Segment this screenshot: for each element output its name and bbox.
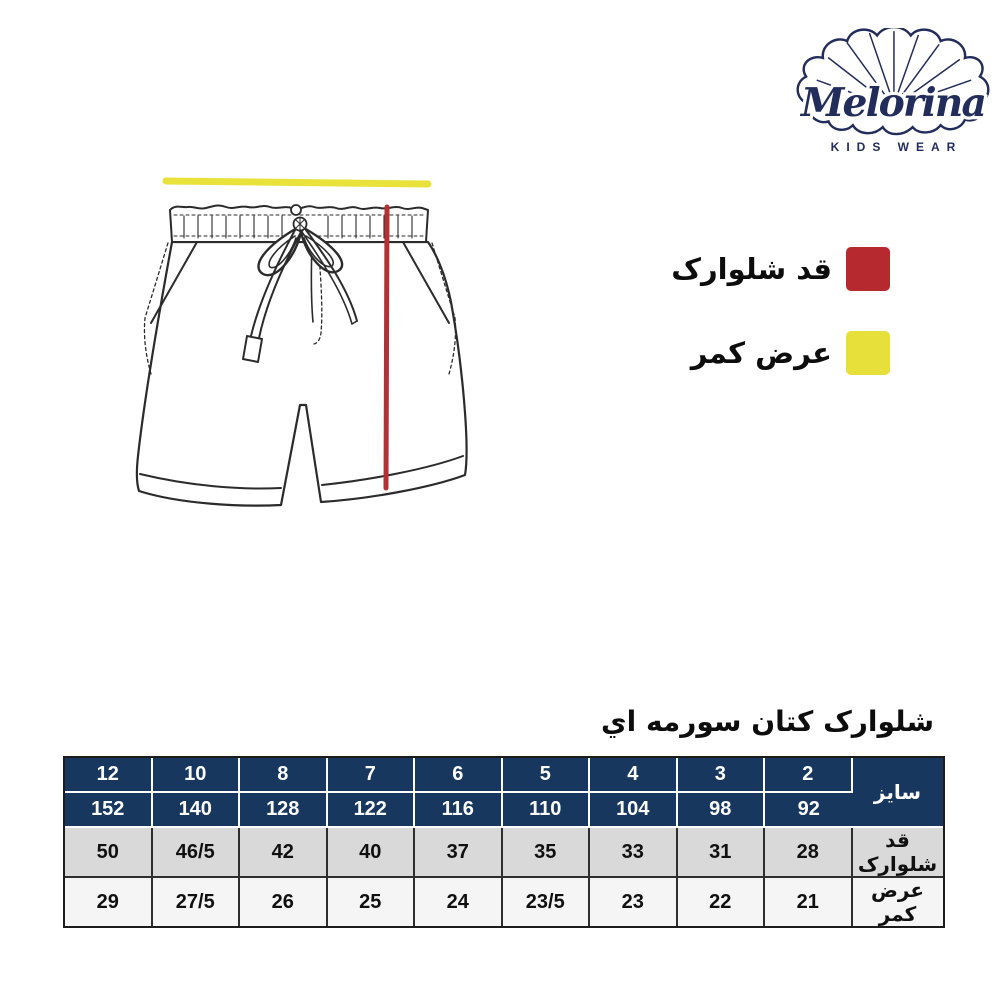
size-cell: 12 (65, 758, 153, 793)
waist-cell: 27/5 (153, 878, 241, 926)
height-cell: 140 (153, 793, 241, 828)
measure-legend (671, 247, 890, 415)
height-cell: 116 (415, 793, 503, 828)
size-row (65, 758, 943, 793)
shorts-length-row (65, 828, 943, 878)
length-cell: 31 (678, 828, 766, 878)
waist-width-row-label: عرض کمر (853, 878, 943, 926)
waist-cell: 23/5 (503, 878, 591, 926)
product-title: شلوارک کتان سورمه اي (600, 705, 934, 738)
shorts-length-label: قد شلوارک (671, 252, 832, 286)
size-cell: 8 (240, 758, 328, 793)
height-cell: 128 (240, 793, 328, 828)
waist-cell: 21 (765, 878, 853, 926)
height-row (65, 793, 943, 828)
waist-width-label: عرض کمر (690, 336, 832, 370)
height-cell: 92 (765, 793, 853, 828)
legend-item-shorts-length (671, 247, 890, 291)
height-cell: 122 (328, 793, 416, 828)
size-cell: 3 (678, 758, 766, 793)
waist-cell: 22 (678, 878, 766, 926)
size-cell: 5 (503, 758, 591, 793)
shorts-sketch (110, 158, 490, 518)
shell-logo-icon (793, 28, 993, 142)
length-cell: 35 (503, 828, 591, 878)
length-cell: 50 (65, 828, 153, 878)
size-cell: 2 (765, 758, 853, 793)
length-cell: 37 (415, 828, 503, 878)
waist-cell: 24 (415, 878, 503, 926)
waist-cell: 23 (590, 878, 678, 926)
waist-width-swatch-icon (846, 331, 890, 375)
length-cell: 42 (240, 828, 328, 878)
length-cell: 40 (328, 828, 416, 878)
size-table (63, 756, 945, 928)
brand-name-text: Melorina (800, 79, 986, 126)
shorts-flat-drawing-icon (110, 158, 490, 518)
waist-width-row (65, 878, 943, 926)
size-cell: 10 (153, 758, 241, 793)
length-cell: 33 (590, 828, 678, 878)
height-cell: 110 (503, 793, 591, 828)
brand-logo (793, 28, 993, 158)
height-cell: 98 (678, 793, 766, 828)
height-cell: 152 (65, 793, 153, 828)
size-cell: 7 (328, 758, 416, 793)
waist-cell: 26 (240, 878, 328, 926)
brand-tagline: KIDS WEAR (830, 140, 963, 154)
size-corner-label: سایز (853, 758, 943, 828)
legend-item-waist-width (671, 331, 890, 375)
size-cell: 6 (415, 758, 503, 793)
shorts-length-swatch-icon (846, 247, 890, 291)
waist-cell: 29 (65, 878, 153, 926)
length-measure-line (386, 207, 387, 488)
length-cell: 46/5 (153, 828, 241, 878)
shorts-length-row-label: قد شلوارک (853, 828, 943, 878)
waist-measure-line (166, 181, 428, 184)
waist-cell: 25 (328, 878, 416, 926)
height-cell: 104 (590, 793, 678, 828)
length-cell: 28 (765, 828, 853, 878)
size-cell: 4 (590, 758, 678, 793)
